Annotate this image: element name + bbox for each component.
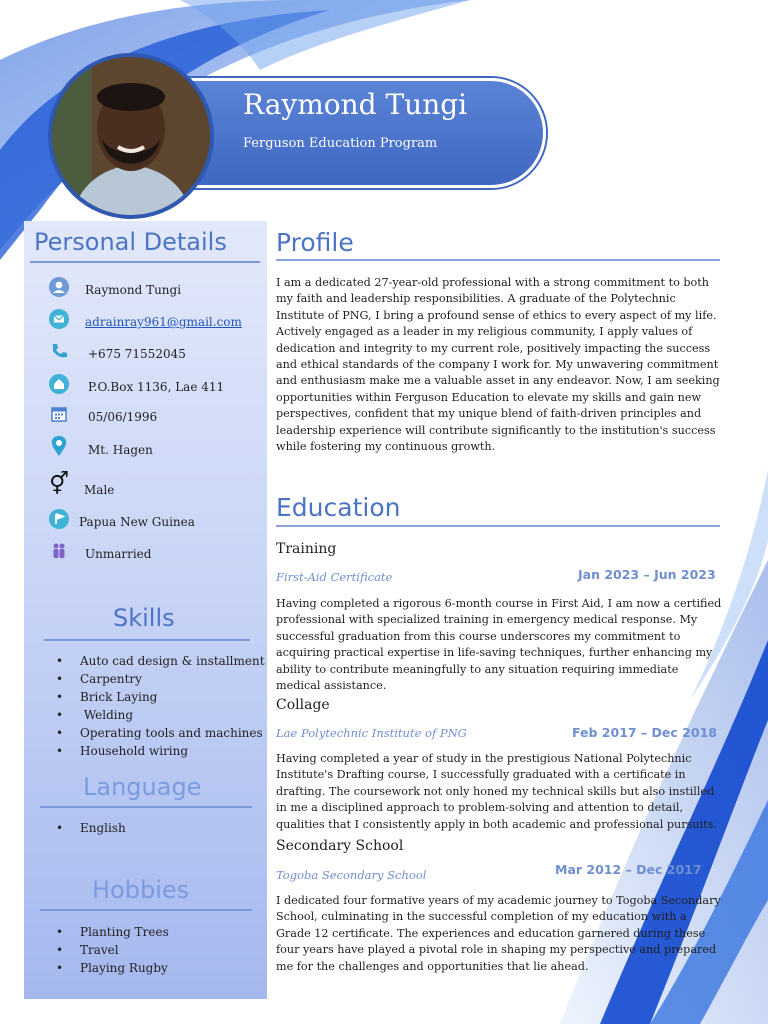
portrait-illustration: [52, 57, 210, 215]
education-entry-title: Training: [276, 541, 337, 557]
education-entry-institution: Togoba Secondary School: [276, 868, 427, 882]
hobbies-heading: Hobbies: [92, 876, 190, 904]
language-list: [56, 819, 126, 837]
list-item: • English: [56, 819, 126, 837]
gender-icon: ⚥: [49, 471, 69, 497]
home-icon: [48, 373, 70, 395]
detail-nationality: Papua New Guinea: [79, 515, 195, 529]
detail-birthplace: Mt. Hagen: [88, 443, 153, 457]
list-item: • Auto cad design & installment: [56, 652, 265, 670]
detail-birthplace-row: [48, 435, 70, 457]
education-entry-title: Collage: [276, 697, 330, 713]
location-pin-icon: [48, 435, 70, 457]
user-icon: [48, 276, 70, 298]
education-entry-text: Having completed a year of study in the prestigious National Polytechnic Institute's Drafting course, I successfully graduated with a certificate in drafting. The coursework not only honed my technical skills but also instilled in me a disciplined approach to problem-solving and attention to detail, qualities that I consistently apply in both academic and professional pursuits.: [276, 752, 717, 831]
list-item: • Carpentry: [56, 670, 265, 688]
detail-name-row: [48, 276, 70, 298]
education-entry-institution: First-Aid Certificate: [276, 570, 393, 584]
email-icon: [48, 308, 70, 330]
education-entry-text: Having completed a rigorous 6-month course in First Aid, I am now a certified professional with specialized training in emergency medical response. My successful graduation from this course underscores my commitment to acquiring practical expertise in life-saving techniques, further enhancing my ability to contribute meaningfully to any situation requiring immediate medical assistance.: [276, 597, 722, 693]
detail-address-row: [48, 373, 70, 395]
detail-email-link[interactable]: adrainray961@gmail.com: [85, 315, 242, 329]
profile-text: I am a dedicated 27-year-old professional with a strong commitment to both my faith and leadership responsibilities. A graduate of the Polytechnic Institute of PNG, I bring a profound sense of ethics to every aspect of my life. Actively engaged as a leader in my religious community, I apply values of dedication and integrity to my current role, positively impacting the success and ethical standards of the company I work for. My unwavering commitment and enthusiasm make me a valuable asset in any endeavor. Now, I am seeking opportunities within Ferguson Education to elevate my skills and gain new perspectives, confident that my unique blend of faith-driven principles and leadership experience will contribute significantly to the institution's success while fostering my continuous growth.: [276, 276, 720, 454]
list-item: • Planting Trees: [56, 923, 169, 941]
phone-icon: [48, 340, 70, 362]
profile-photo: [48, 53, 214, 219]
detail-gender: Male: [84, 483, 115, 497]
detail-marital-row: [48, 540, 70, 562]
education-entry-institution: Lae Polytechnic Institute of PNG: [276, 726, 467, 740]
detail-phone-row: [48, 340, 70, 362]
program-subtitle: Ferguson Education Program: [243, 136, 438, 151]
detail-nationality-row: [48, 508, 70, 530]
detail-dob-row: [48, 403, 70, 425]
detail-gender-row: [48, 473, 70, 495]
list-item: • Playing Rugby: [56, 959, 169, 977]
divider: [40, 909, 252, 911]
list-item: • Welding: [56, 706, 265, 724]
personal-details-heading: Personal Details: [34, 228, 227, 256]
education-entry-dates: Jan 2023 – Jun 2023: [578, 567, 716, 582]
divider: [276, 525, 720, 527]
hobbies-list: [56, 923, 169, 977]
detail-name: Raymond Tungi: [85, 283, 182, 297]
detail-dob: 05/06/1996: [88, 410, 158, 424]
skills-heading: Skills: [113, 604, 175, 632]
education-entry-title: Secondary School: [276, 838, 404, 854]
education-entry-dates: Feb 2017 – Dec 2018: [572, 725, 717, 740]
education-heading: Education: [276, 493, 401, 522]
detail-phone: +675 71552045: [88, 347, 186, 361]
detail-marital-status: Unmarried: [85, 547, 152, 561]
skills-list: [56, 652, 265, 760]
list-item: • Brick Laying: [56, 688, 265, 706]
calendar-icon: [48, 403, 70, 425]
divider: [276, 259, 720, 261]
detail-email-row: [48, 308, 70, 330]
candidate-name: Raymond Tungi: [243, 88, 468, 121]
divider: [44, 639, 250, 641]
flag-icon: [48, 508, 70, 530]
profile-heading: Profile: [276, 228, 354, 257]
detail-address: P.O.Box 1136, Lae 411: [88, 380, 225, 394]
couple-icon: [48, 540, 70, 562]
list-item: • Household wiring: [56, 742, 265, 760]
language-heading: Language: [83, 773, 202, 801]
divider: [40, 806, 252, 808]
education-entry-text: I dedicated four formative years of my academic journey to Togoba Secondary School, culminating in the successful completion of my education with a Grade 12 certificate. The experiences and education garnered during these four years have played a pivotal role in shaping my perspective and prepared me for the challenges and opportunities that lie ahead.: [276, 894, 721, 973]
divider: [30, 261, 260, 263]
list-item: • Operating tools and machines: [56, 724, 265, 742]
list-item: • Travel: [56, 941, 169, 959]
education-entry-dates: Mar 2012 – Dec 2017: [555, 862, 702, 877]
